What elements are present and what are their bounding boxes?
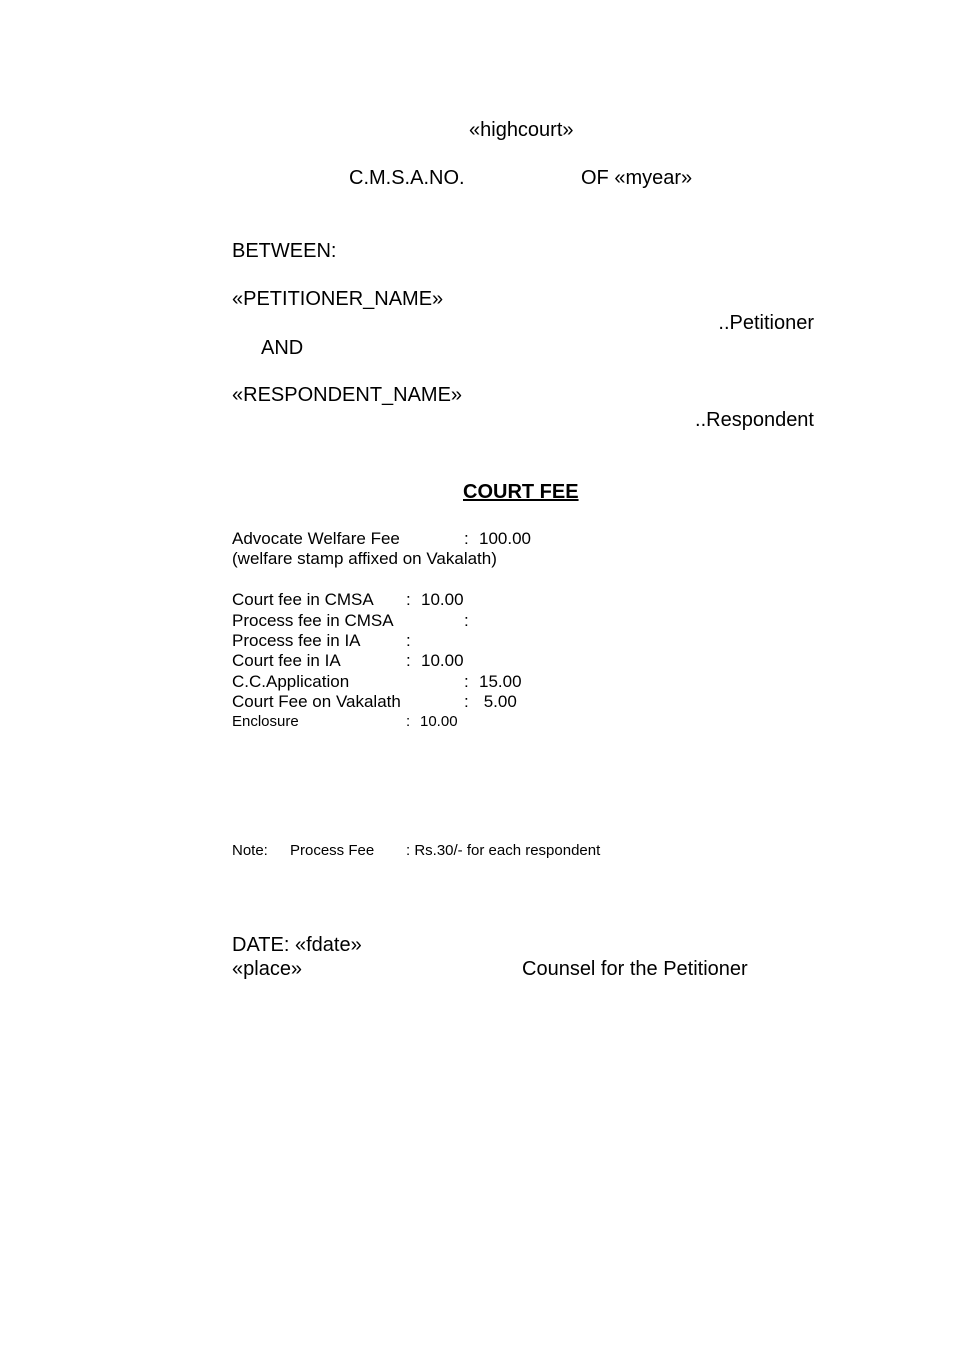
fee-value: 10.00 — [421, 651, 464, 670]
note-text: : Rs.30/- for each respondent — [406, 842, 601, 859]
fee-label: Enclosure — [232, 713, 299, 730]
fee-label: Court fee in CMSA — [232, 590, 374, 609]
fee-separator: : — [406, 713, 411, 730]
fee-label: Process fee in CMSA — [232, 611, 394, 630]
respondent-role: ..Respondent — [695, 409, 814, 431]
welfare-fee-separator: : — [464, 529, 469, 548]
fee-separator: : — [406, 590, 411, 609]
date-line: DATE: «fdate» — [232, 934, 362, 956]
place: «place» — [232, 958, 303, 980]
fee-separator: : — [464, 611, 469, 630]
respondent-name: «RESPONDENT_NAME» — [232, 384, 463, 406]
fee-separator: : — [464, 672, 469, 691]
welfare-fee-label: Advocate Welfare Fee — [232, 529, 400, 548]
case-year: OF «myear» — [581, 167, 693, 189]
signatory: Counsel for the Petitioner — [522, 958, 748, 980]
fee-value: 10.00 — [421, 590, 464, 609]
fee-separator: : — [406, 631, 411, 650]
fee-separator: : — [406, 651, 411, 670]
between-label: BETWEEN: — [232, 240, 337, 262]
fee-label: Court fee in IA — [232, 651, 341, 670]
fee-value: 10.00 — [420, 713, 458, 730]
court-name: «highcourt» — [469, 119, 574, 141]
fee-label: Court Fee on Vakalath — [232, 692, 401, 711]
petitioner-name: «PETITIONER_NAME» — [232, 288, 444, 310]
fee-separator: : — [464, 692, 469, 711]
fee-label: Process fee in IA — [232, 631, 361, 650]
petitioner-role: ..Petitioner — [718, 312, 814, 334]
welfare-fee-value: 100.00 — [479, 529, 531, 548]
note-label: Note: — [232, 842, 268, 859]
case-number-label: C.M.S.A.NO. — [349, 167, 465, 189]
fee-value: 5.00 — [479, 692, 517, 711]
and-label: AND — [261, 337, 304, 359]
note-item: Process Fee — [290, 842, 375, 859]
fee-value: 15.00 — [479, 672, 522, 691]
court-fee-heading: COURT FEE — [463, 481, 579, 503]
welfare-fee-note: (welfare stamp affixed on Vakalath) — [232, 549, 497, 568]
fee-label: C.C.Application — [232, 672, 350, 691]
